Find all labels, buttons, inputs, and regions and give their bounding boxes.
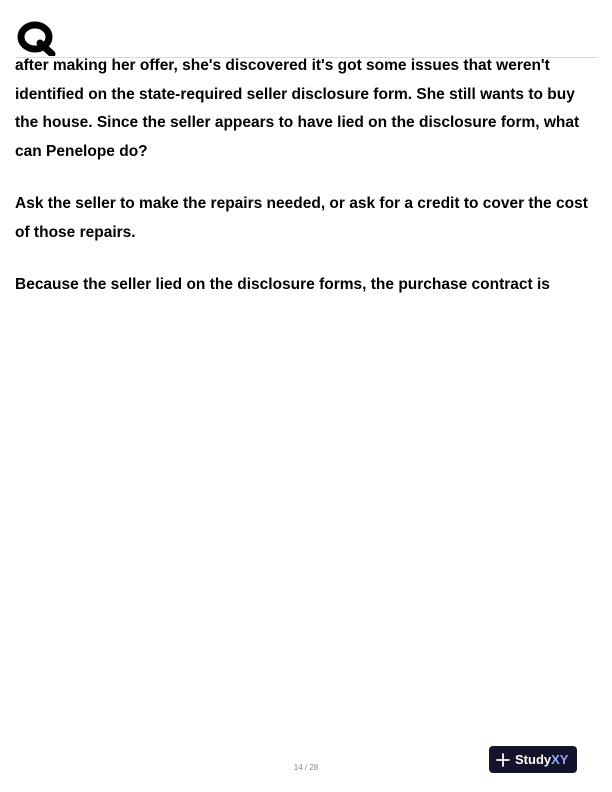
plus-icon	[496, 753, 510, 767]
q-logo-icon	[16, 20, 56, 56]
studyxy-brand-badge[interactable]	[489, 746, 577, 773]
question-paragraph: after making her offer, she's discovered it's got some issues that weren't identified on the state-required seller disclosure form. She still wants to buy the house. Since the seller appears to have lied on the disclosure form, what can Penelope do?	[15, 57, 580, 160]
brand-name-main: Study	[515, 752, 552, 767]
document-body	[15, 52, 600, 300]
page-number: 14 / 28	[293, 763, 319, 772]
brand-name-accent: XY	[551, 752, 569, 767]
brand-name	[515, 752, 568, 767]
answer-paragraph: Ask the seller to make the repairs needed, or ask for a credit to cover the cost of those repairs.	[15, 195, 588, 241]
explanation-paragraph: Because the seller lied on the disclosure forms, the purchase contract is	[15, 276, 550, 293]
